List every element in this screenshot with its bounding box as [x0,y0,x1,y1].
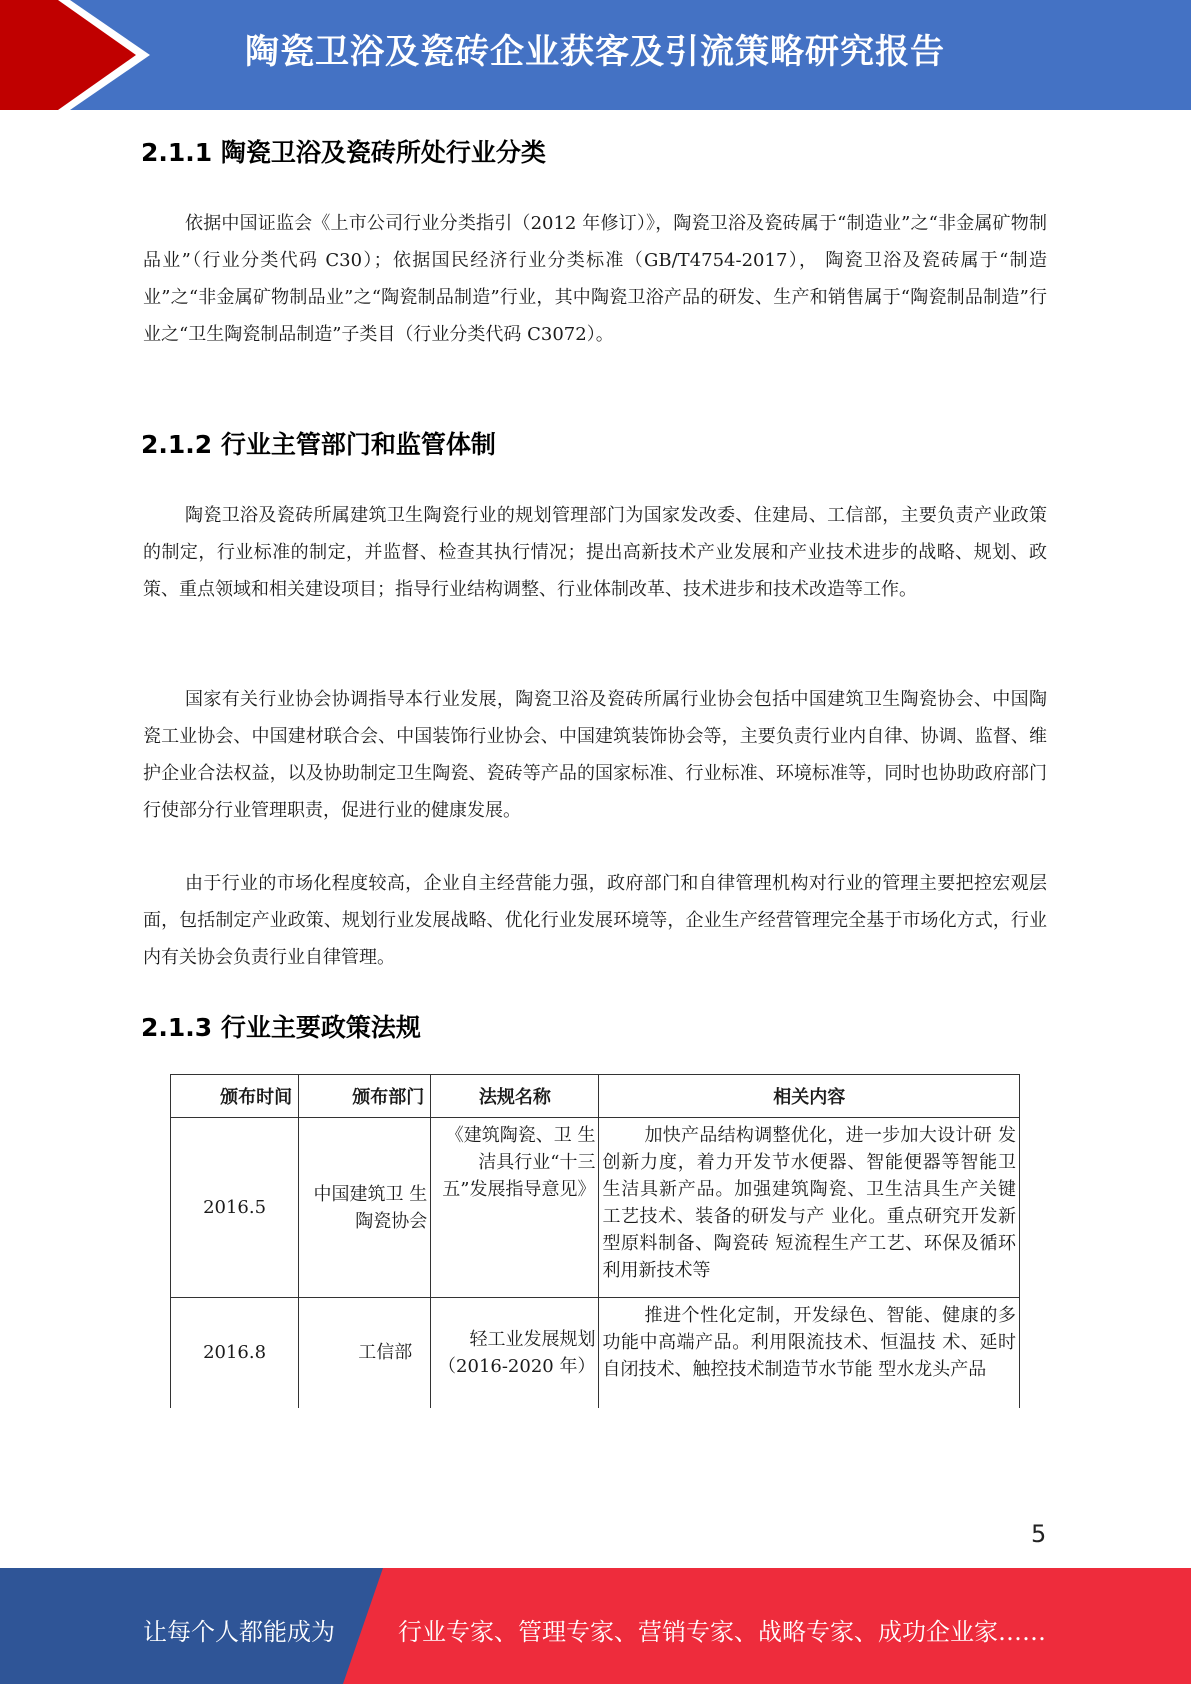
cell-name: 《建筑陶瓷、卫 生洁具行业“十三五”发展指导意见》 [431,1118,599,1298]
section-heading-2-1-1: 2.1.1 陶瓷卫浴及瓷砖所处行业分类 [141,138,546,167]
policy-table [170,1074,1020,1408]
header-arrow-decoration [0,0,150,110]
cell-dept: 中国建筑卫 生陶瓷协会 [299,1118,431,1298]
page-footer [0,1568,1191,1684]
page-number: 5 [1031,1520,1047,1548]
table-row [171,1298,1020,1408]
paragraph-regulatory-departments: 陶瓷卫浴及瓷砖所属建筑卫生陶瓷行业的规划管理部门为国家发改委、住建局、工信部，主要负责产业政策的制定，行业标准的制定，并监督、检查其执行情况；提出高新技术产业发展和产业技术进步的战略、规划、政策、重点领域和相关建设项目；指导行业结构调整、行业体制改革、技术进步和技术改造等工作。 [143,505,1047,600]
section-heading-2-1-3: 2.1.3 行业主要政策法规 [141,1013,421,1042]
paragraph-industry-associations: 国家有关行业协会协调指导本行业发展，陶瓷卫浴及瓷砖所属行业协会包括中国建筑卫生陶瓷协会、中国陶瓷工业协会、中国建材联合会、中国装饰行业协会、中国建筑装饰协会等，主要负责行业内自律、协调、监督、维护企业合法权益，以及协助制定卫生陶瓷、瓷砖等产品的国家标准、行业标准、环境标准等，同时也协助政府部门行使部分行业管理职责，促进行业的健康发展。 [143,689,1047,821]
paragraph-industry-classification: 依据中国证监会《上市公司行业分类指引（2012 年修订）》，陶瓷卫浴及瓷砖属于“制造业”之“非金属矿物制品业”（行业分类代码 C30）；依据国民经济行业分类标准（GB/T4754-2017）， 陶瓷卫浴及瓷砖属于“制造业”之“非金属矿物制品业”之“陶瓷制品制造”行业，其中陶瓷卫浴产品的研发、生产和销售属于“陶瓷制品制造”行业之“卫生陶瓷制品制造”子类目（行业分类代码 C3072）。 [143,213,1047,345]
report-title: 陶瓷卫浴及瓷砖企业获客及引流策略研究报告 [245,32,945,72]
page-header [0,0,1191,110]
cell-dept: 工信部 [299,1298,431,1408]
cell-time: 2016.8 [171,1298,299,1408]
column-header-name: 法规名称 [431,1075,599,1118]
section-heading-2-1-2: 2.1.2 行业主管部门和监管体制 [141,430,496,459]
paragraph-market-regulation: 由于行业的市场化程度较高，企业自主经营能力强，政府部门和自律管理机构对行业的管理主要把控宏观层面，包括制定产业政策、规划行业发展战略、优化行业发展环境等，企业生产经营管理完全基于市场化方式，行业内有关协会负责行业自律管理。 [143,873,1047,968]
footer-slogan-right: 行业专家、管理专家、营销专家、战略专家、成功企业家…… [398,1618,1046,1646]
cell-content: 推进个性化定制，开发绿色、智能、健康的多功能中高端产品。利用限流技术、恒温技 术、延时自闭技术、触控技术制造节水节能 型水龙头产品 [599,1298,1020,1408]
footer-slogan-left: 让每个人都能成为 [143,1618,335,1646]
table-row [171,1118,1020,1298]
cell-name: 轻工业发展规划（2016-2020 年） [431,1298,599,1408]
cell-content: 加快产品结构调整优化，进一步加大设计研 发创新力度，着力开发节水便器、智能便器等智能卫生洁具新产品。加强建筑陶瓷、卫生洁具生产关键工艺技术、装备的研发与产 业化。重点研究开发新型原料制备、陶瓷砖 短流程生产工艺、环保及循环利用新技术等 [599,1118,1020,1298]
cell-time: 2016.5 [171,1118,299,1298]
column-header-dept: 颁布部门 [299,1075,431,1118]
column-header-time: 颁布时间 [171,1075,299,1118]
table-header-row [171,1075,1020,1118]
column-header-content: 相关内容 [599,1075,1020,1118]
